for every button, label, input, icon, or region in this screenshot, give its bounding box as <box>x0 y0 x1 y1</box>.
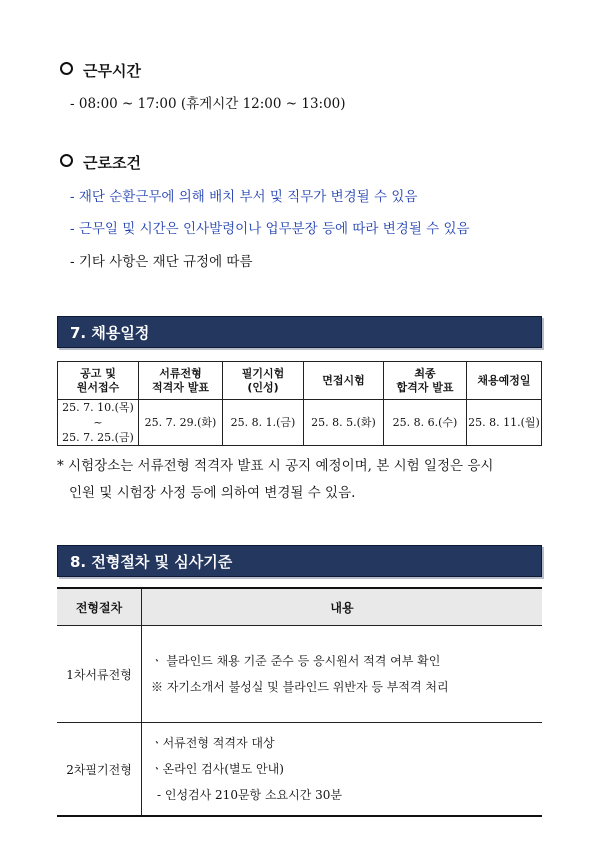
work-condition-line: - 기타 사항은 재단 규정에 따름 <box>70 254 253 270</box>
date-cell: 25. 8. 5.(화) <box>304 400 384 446</box>
circle-bullet-icon <box>60 154 73 167</box>
schedule-note <box>57 453 547 507</box>
note-line: 인원 및 시험장 사정 등에 의하여 변경될 수 있음. <box>69 485 356 501</box>
content-item: ※ 자기소개서 불성실 및 블라인드 위반자 등 부적격 처리 <box>151 680 449 694</box>
header-cell: 필기시험 (인성) <box>223 362 304 400</box>
procedure-table <box>57 587 542 817</box>
content-item: ㆍ서류전형 적격자 대상 <box>151 736 275 750</box>
content-cell <box>142 626 543 723</box>
section-work-hours-heading <box>60 60 141 81</box>
circle-bullet-icon <box>60 62 73 75</box>
procedure-row <box>57 723 542 817</box>
work-hours-line: - 08:00 ~ 17:00 (휴게시간 12:00 ~ 13:00) <box>70 96 346 112</box>
content-item: ㆍ온라인 검사(별도 안내) <box>151 762 284 776</box>
content-cell <box>142 723 543 817</box>
date-cell: 25. 8. 11.(월) <box>467 400 542 446</box>
work-conditions-heading-text: 근로조건 <box>83 154 141 172</box>
content-item: - 인성검사 210문항 소요시간 30분 <box>157 788 342 802</box>
schedule-table <box>57 361 542 446</box>
content-item: ㆍ 블라인드 채용 기준 준수 등 응시원서 적격 여부 확인 <box>151 654 441 668</box>
date-cell: 25. 8. 1.(금) <box>223 400 304 446</box>
work-condition-line: - 재단 순환근무에 의해 배치 부서 및 직무가 변경될 수 있음 <box>70 189 418 205</box>
header-cell: 서류전형 적격자 발표 <box>139 362 223 400</box>
stage-cell: 1차서류전형 <box>57 626 142 723</box>
stage-cell: 2차필기전형 <box>57 723 142 817</box>
header-cell: 내용 <box>142 588 543 626</box>
work-condition-line: - 근무일 및 시간은 인사발령이나 업무분장 등에 따라 변경될 수 있음 <box>70 221 470 237</box>
header-cell: 면접시험 <box>304 362 384 400</box>
date-cell: 25. 7. 10.(목) ~ 25. 7. 25.(금) <box>58 400 139 446</box>
work-hours-heading-text: 근무시간 <box>83 62 141 80</box>
procedure-header-row <box>57 588 542 626</box>
header-cell: 전형절차 <box>57 588 142 626</box>
header-cell: 최종 합격자 발표 <box>384 362 467 400</box>
schedule-section-title: 7. 채용일정 <box>57 316 542 348</box>
schedule-data-row <box>58 400 542 446</box>
procedure-section-title: 8. 전형절차 및 심사기준 <box>57 545 542 577</box>
header-cell: 공고 및 원서접수 <box>58 362 139 400</box>
note-line: * 시험장소는 서류전형 적격자 발표 시 공지 예정이며, 본 시험 일정은 응시 <box>57 458 494 474</box>
section-work-conditions-heading <box>60 152 141 173</box>
header-cell: 채용예정일 <box>467 362 542 400</box>
schedule-header-row <box>58 362 542 400</box>
procedure-row <box>57 626 542 723</box>
date-cell: 25. 8. 6.(수) <box>384 400 467 446</box>
date-cell: 25. 7. 29.(화) <box>139 400 223 446</box>
